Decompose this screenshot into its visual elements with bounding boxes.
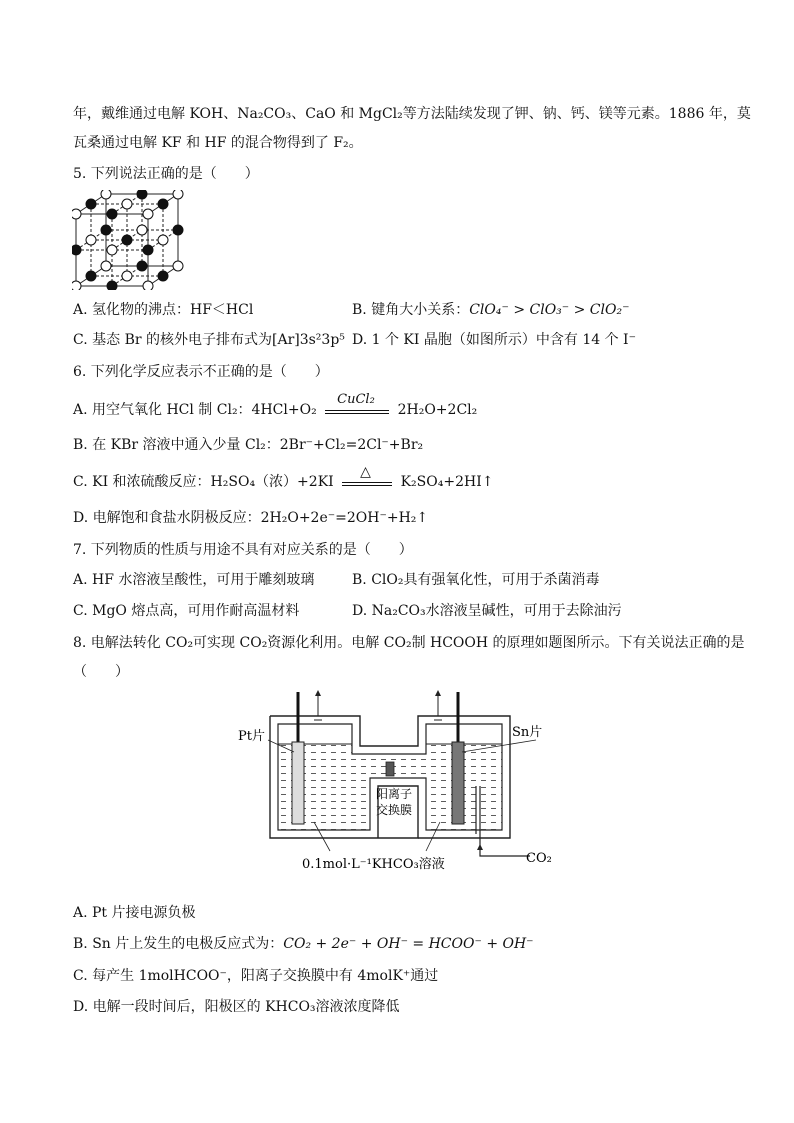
equals-sign-top: [325, 410, 389, 411]
q6-option-b: B. 在 KBr 溶液中通入少量 Cl₂：2Br⁻+Cl₂=2Cl⁻+Br₂: [73, 437, 424, 453]
q8-option-b: [73, 934, 534, 954]
q5-stem: 5. 下列说法正确的是（ ）: [73, 166, 259, 182]
q8-option-c: C. 每产生 1molHCOO⁻，阳离子交换膜中有 4molK⁺通过: [73, 968, 439, 984]
q8-stem-line-1: 8. 电解法转化 CO₂可实现 CO₂资源化利用。电解 CO₂制 HCOOH 的原理如题图所示。下有关说法正确的是: [73, 635, 745, 651]
membrane-label-1: 阳离子: [375, 787, 413, 801]
q7-stem: 7. 下列物质的性质与用途不具有对应关系的是（ ）: [73, 542, 413, 558]
pt-electrode: [292, 742, 304, 824]
q8-b-text: B. Sn 片上发生的电极反应式为：: [73, 936, 284, 952]
q5-option-d: D. 1 个 KI 晶胞（如图所示）中含有 14 个 I⁻: [352, 332, 636, 348]
q8-b-formula: CO₂ + 2e⁻ + OH⁻ = HCOO⁻ + OH⁻: [283, 936, 534, 952]
q6-option-a: [73, 392, 478, 420]
pt-label: Pt片: [238, 729, 265, 744]
equals-sign-bottom: [325, 413, 389, 414]
q6-a-left: A. 用空气氧化 HCl 制 Cl₂：4HCl+O₂: [73, 402, 317, 418]
q6-a-condition-arrow: [325, 392, 389, 420]
q6-c-condition-arrow: [342, 464, 392, 492]
q5-option-a: A. 氢化物的沸点：HF＜HCl: [73, 302, 254, 318]
q6-option-d: D. 电解饱和食盐水阴极反应：2H₂O+2e⁻=2OH⁻+H₂↑: [73, 510, 429, 526]
q6-a-right: 2H₂O+2Cl₂: [397, 402, 478, 418]
q7-option-d: D. Na₂CO₃水溶液呈碱性，可用于去除油污: [352, 603, 622, 619]
membrane-label-2: 交换膜: [375, 803, 413, 817]
intro-line-2: 瓦桑通过电解 KF 和 HF 的混合物得到了 F₂。: [73, 135, 363, 151]
q8-option-a: A. Pt 片接电源负极: [73, 905, 196, 921]
q6-c-right: K₂SO₄+2HI↑: [400, 474, 494, 490]
solution-label: 0.1mol·L⁻¹KHCO₃溶液: [302, 857, 445, 872]
intro-line-1: 年，戴维通过电解 KOH、Na₂CO₃、CaO 和 MgCl₂等方法陆续发现了钾、钠、钙、镁等元素。1886 年，莫: [73, 106, 751, 122]
q5-option-c: C. 基态 Br 的核外电子排布式为[Ar]3s²3p⁵: [73, 332, 345, 348]
q7-option-b: B. ClO₂具有强氧化性，可用于杀菌消毒: [352, 572, 600, 588]
ki-crystal-cell-figure: [72, 190, 184, 290]
q6-option-c: [73, 464, 494, 492]
q5-option-b: [352, 300, 629, 320]
q7-option-c: C. MgO 熔点高，可用作耐高温材料: [73, 603, 300, 619]
equals-sign-bottom: [342, 485, 392, 486]
electrolysis-cell-figure: [230, 686, 570, 876]
q5-option-b-text: B. 键角大小关系：: [352, 302, 470, 318]
sn-label: Sn片: [512, 725, 543, 740]
cation-exchange-membrane: [386, 762, 394, 776]
q6-stem: 6. 下列化学反应表示不正确的是（ ）: [73, 364, 329, 380]
q8-option-d: D. 电解一段时间后，阳极区的 KHCO₃溶液浓度降低: [73, 999, 400, 1015]
q6-a-condition: CuCl₂: [337, 392, 375, 407]
q6-c-left: C. KI 和浓硫酸反应：H₂SO₄（浓）+2KI: [73, 474, 334, 490]
co2-label: CO₂: [526, 851, 552, 866]
sn-electrode: [452, 742, 464, 824]
q8-stem-line-2: （ ）: [73, 664, 129, 680]
q6-c-condition: △: [360, 464, 371, 480]
equals-sign-top: [342, 482, 392, 483]
q7-option-a: A. HF 水溶液呈酸性，可用于雕刻玻璃: [73, 572, 315, 588]
q5-option-b-formula: ClO₄⁻ > ClO₃⁻ > ClO₂⁻: [469, 302, 630, 318]
